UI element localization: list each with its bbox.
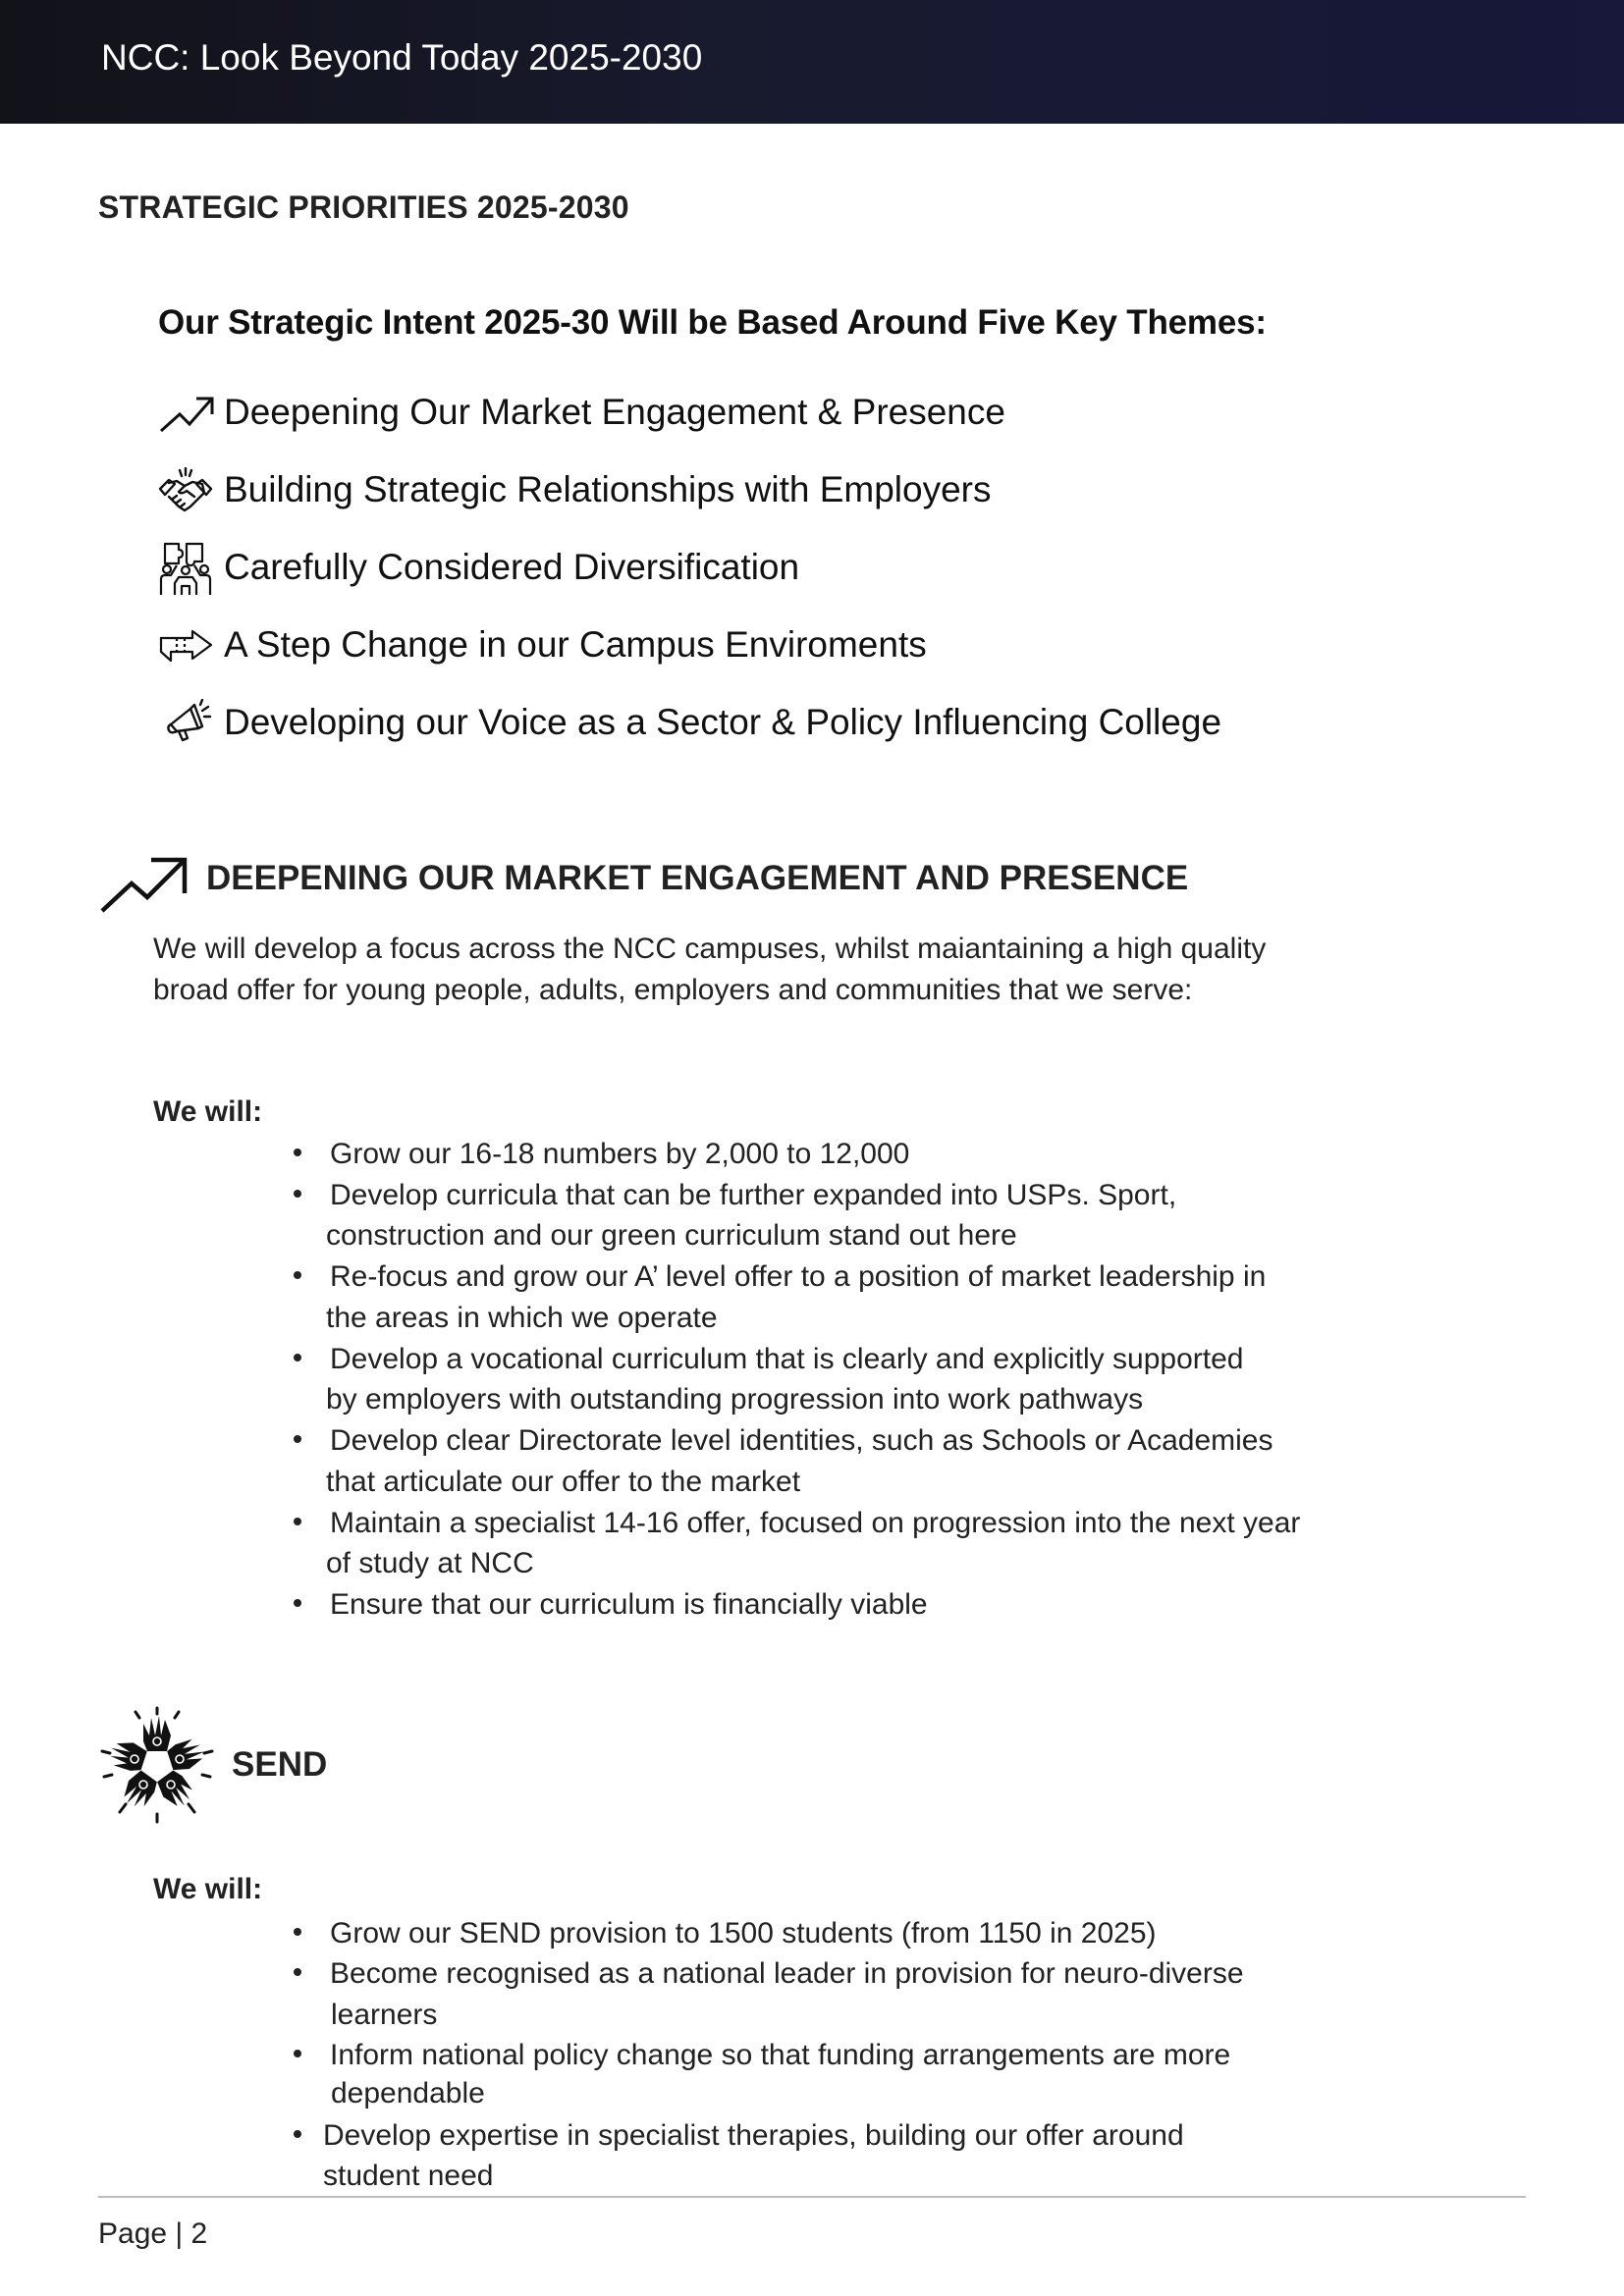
bullet-icon: [294, 1968, 301, 1976]
section-intro-line: broad offer for young people, adults, employers and communities that we serve:: [153, 974, 1193, 1006]
theme-item-2: Building Strategic Relationships with Employers: [224, 469, 992, 509]
list-item-text: the areas in which we operate: [326, 1302, 718, 1334]
intent-title: Our Strategic Intent 2025-30 Will be Based Around Five Key Themes:: [158, 303, 1267, 342]
section-heading-market: DEEPENING OUR MARKET ENGAGEMENT AND PRESENCE: [206, 859, 1189, 897]
bullet-icon: [294, 1518, 301, 1525]
bullet-icon: [294, 1599, 301, 1607]
bullet-icon: [294, 1435, 301, 1443]
list-item-text: learners: [331, 1999, 438, 2031]
list-item-text: Maintain a specialist 14-16 offer, focused on progression into the next year: [330, 1507, 1301, 1539]
handshake-icon: [157, 467, 214, 514]
theme-item-1: Deepening Our Market Engagement & Presence: [224, 392, 1005, 432]
theme-item-3: Carefully Considered Diversification: [224, 547, 800, 587]
bullet-icon: [294, 1148, 301, 1156]
step-arrow-icon: [157, 628, 214, 664]
footer-divider: [98, 2196, 1526, 2198]
list-item-text: Grow our 16-18 numbers by 2,000 to 12,000: [330, 1138, 910, 1170]
list-item-text: Develop expertise in specialist therapies, building our offer around: [323, 2119, 1184, 2152]
megaphone-icon: [165, 699, 212, 742]
bullet-icon: [294, 1190, 301, 1198]
list-item-text: construction and our green curriculum stand out here: [326, 1219, 1017, 1252]
list-item-text: Develop a vocational curriculum that is clearly and explicitly supported: [330, 1343, 1244, 1375]
bullet-icon: [294, 1271, 301, 1279]
we-will-label: We will:: [153, 1873, 263, 1905]
bullet-icon: [294, 1354, 301, 1362]
trending-up-icon: [98, 854, 189, 915]
page-number: Page | 2: [98, 2217, 208, 2250]
list-item-text: of study at NCC: [326, 1547, 534, 1579]
list-item-text: student need: [323, 2160, 494, 2192]
theme-item-4: A Step Change in our Campus Enviroments: [224, 624, 927, 665]
list-item-text: Grow our SEND provision to 1500 students (from 1150 in 2025): [330, 1917, 1157, 1949]
list-item-text: Re-focus and grow our A’ level offer to a position of market leadership in: [330, 1260, 1267, 1293]
section-heading-send: SEND: [232, 1745, 328, 1784]
bullet-icon: [294, 2130, 301, 2138]
document-title: NCC: Look Beyond Today 2025-2030: [101, 37, 703, 78]
we-will-label: We will:: [153, 1095, 263, 1128]
section-intro-line: We will develop a focus across the NCC campuses, whilst maiantaining a high quality: [153, 933, 1267, 965]
list-item-text: Develop curricula that can be further expanded into USPs. Sport,: [330, 1179, 1177, 1211]
list-item-text: Inform national policy change so that funding arrangements are more: [330, 2039, 1231, 2071]
list-item-text: Develop clear Directorate level identities, such as Schools or Academies: [330, 1424, 1273, 1457]
puzzle-team-icon: [157, 540, 214, 597]
bullet-icon: [294, 1928, 301, 1936]
list-item-text: that articulate our offer to the market: [326, 1466, 801, 1498]
list-item-text: dependable: [331, 2077, 485, 2109]
trending-up-icon: [158, 395, 215, 434]
list-item-text: by employers with outstanding progression into work pathways: [326, 1383, 1144, 1415]
list-item-text: Become recognised as a national leader in provision for neuro-diverse: [330, 1957, 1244, 1990]
list-item-text: Ensure that our curriculum is financially viable: [330, 1588, 928, 1621]
theme-item-5: Developing our Voice as a Sector & Policy Influencing College: [224, 702, 1222, 742]
send-hands-icon: [96, 1704, 218, 1826]
bullet-icon: [294, 2050, 301, 2057]
page-heading: STRATEGIC PRIORITIES 2025-2030: [98, 189, 629, 225]
